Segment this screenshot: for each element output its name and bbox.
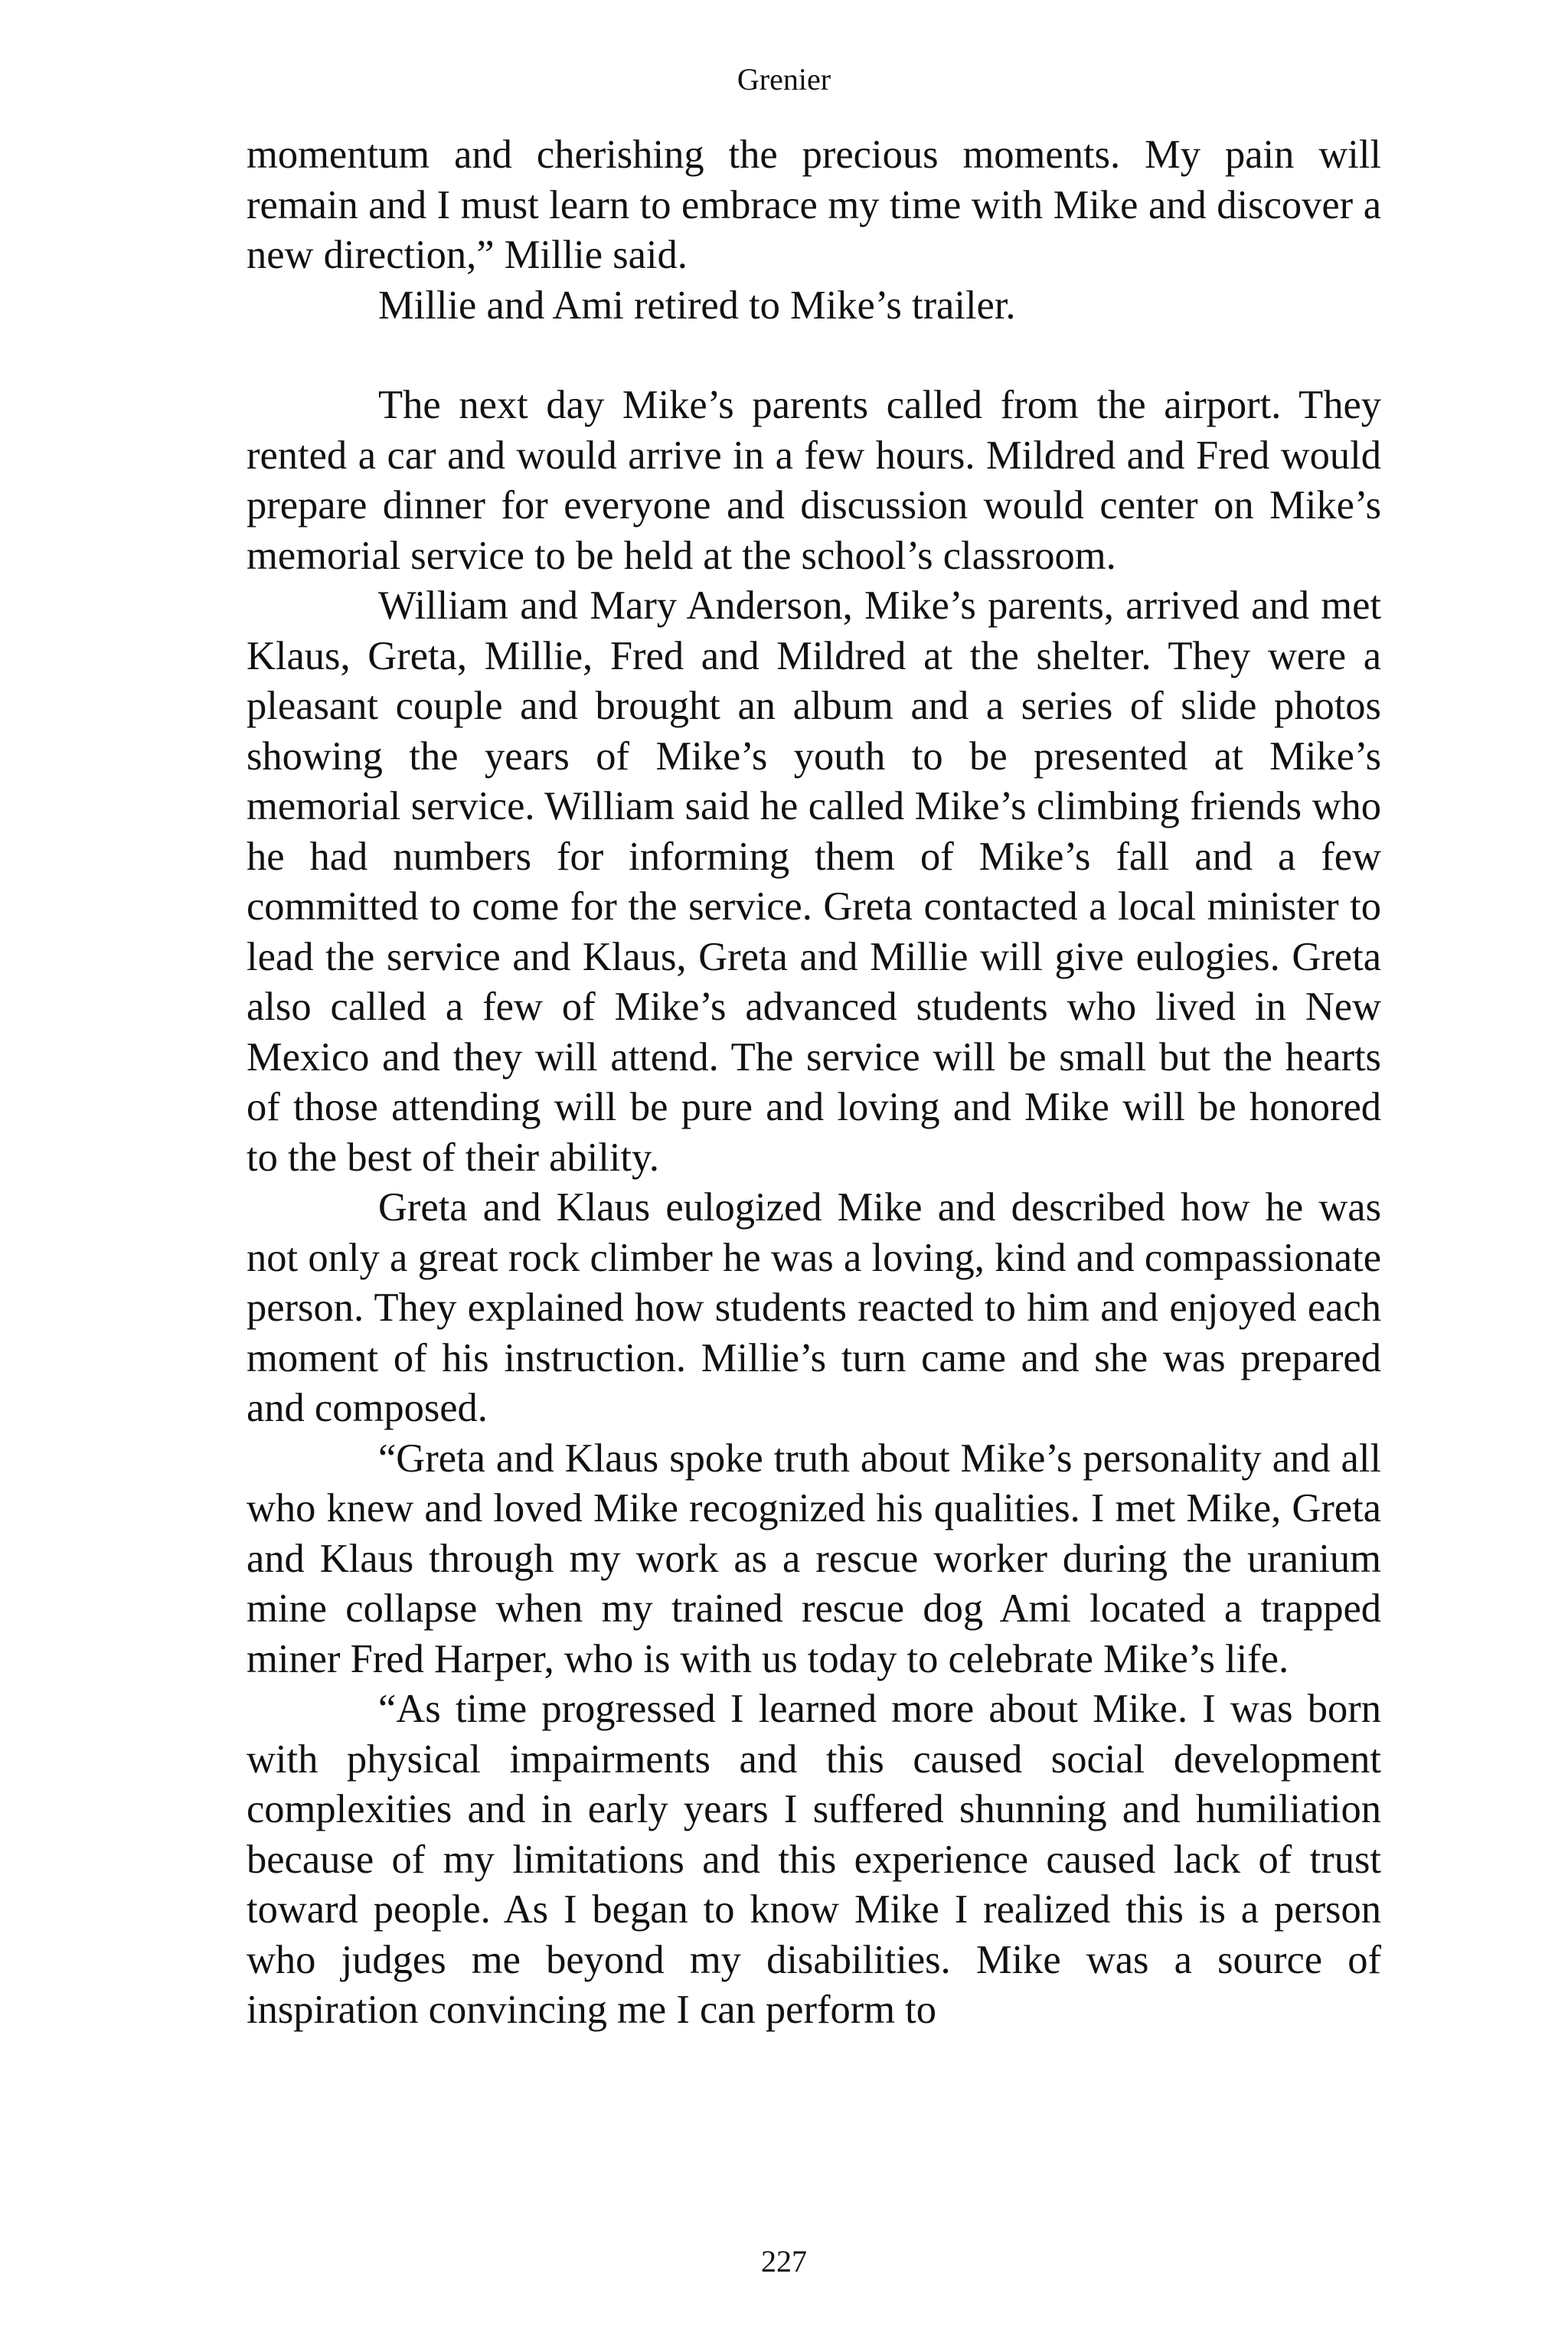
paragraph: “As time progressed I learned more about Mike. I was born with physical impairments and this caused social development complexities and in early years I suffered shunning and humiliation because of my limitations and this experience caused lack of trust toward people. As I began to know Mike I realized this is a person who judges me beyond my disabilities. Mike was a source of inspiration convincing me I can perform to [247,1687,1381,2032]
paragraph-continued: momentum and cherishing the precious moments. My pain will remain and I must learn to embrace my time with Mike and discover a new direction,” Millie said. [247,132,1381,277]
paragraph: William and Mary Anderson, Mike’s parents, arrived and met Klaus, Greta, Millie, Fred and Mildred at the shelter. They were a pleasant couple and brought an album and a series of slide photos showing the years of Mike’s youth to be presented at Mike’s memorial service. William said he called Mike’s climbing friends who he had numbers for informing them of Mike’s fall and a few committed to come for the service. Greta contacted a local minister to lead the service and Klaus, Greta and Millie will give eulogies. Greta also called a few of Mike’s advanced students who lived in New Mexico and they will attend. The service will be small but the hearts of those attending will be pure and loving and Mike will be honored to the best of their ability. [247,583,1381,1180]
paragraph-scene-start: The next day Mike’s parents called from the airport. They rented a car and would arrive in a few hours. Mildred and Fred would prepare dinner for everyone and discussion would center on Mike’s memorial service to be held at the school’s classroom. [247,383,1381,578]
page-text-body [247,130,1381,2036]
running-header: Grenier [737,62,831,96]
paragraph: “Greta and Klaus spoke truth about Mike’s personality and all who knew and loved Mike recognized his qualities. I met Mike, Greta and Klaus through my work as a rescue worker during the uranium mine collapse when my trained rescue dog Ami located a trapped miner Fred Harper, who is with us today to celebrate Mike’s life. [247,1436,1381,1681]
paragraph: Millie and Ami retired to Mike’s trailer. [378,283,1016,328]
paragraph: Greta and Klaus eulogized Mike and described how he was not only a great rock climber he was a loving, kind and compassionate person. They explained how students reacted to him and enjoyed each moment of his instruction. Millie’s turn came and she was prepared and composed. [247,1185,1381,1430]
page-number: 227 [761,2244,807,2278]
